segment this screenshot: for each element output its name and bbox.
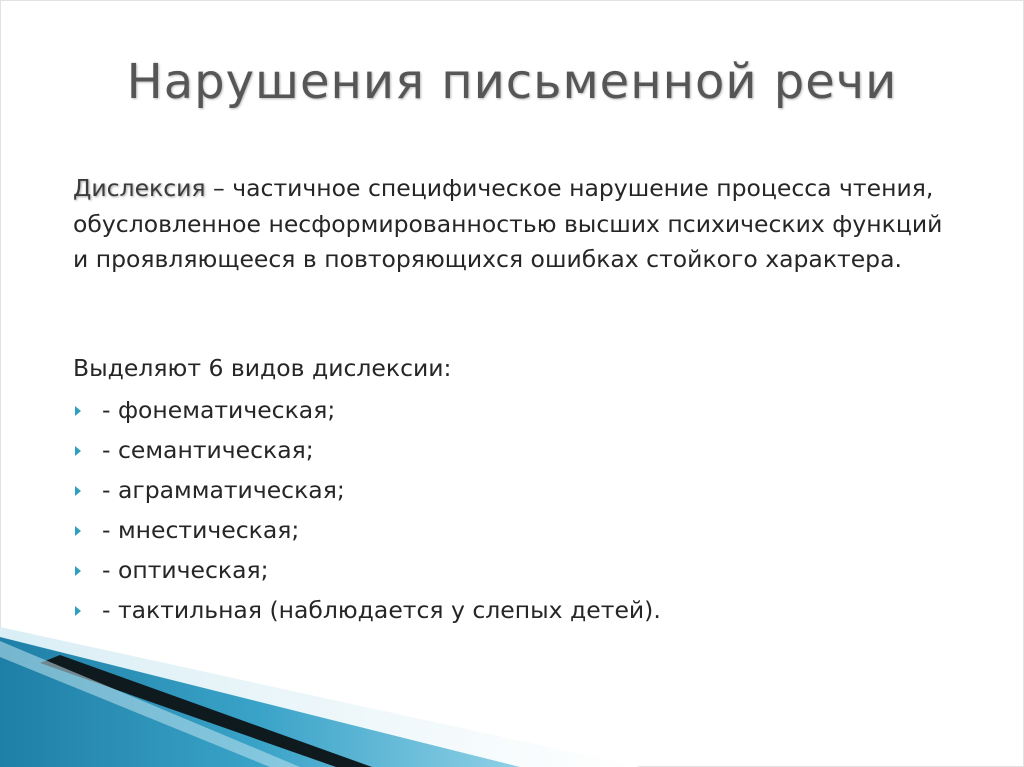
dyslexia-types-list bbox=[73, 391, 661, 631]
list-item bbox=[73, 551, 661, 591]
ribbon-blue-band bbox=[0, 637, 520, 767]
slide-title: Нарушения письменной речи bbox=[126, 54, 898, 110]
triangle-bullet-icon bbox=[75, 566, 81, 576]
list-item bbox=[73, 471, 661, 511]
list-item-label: - тактильная (наблюдается у слепых детей). bbox=[102, 596, 661, 624]
definition-term: Дислексия bbox=[73, 174, 206, 202]
list-item bbox=[73, 431, 661, 471]
list-item-label: - аграмматическая; bbox=[102, 476, 345, 504]
list-item bbox=[73, 391, 661, 431]
list-item-label: - мнестическая; bbox=[102, 516, 300, 544]
list-item bbox=[73, 591, 661, 631]
list-item-label: - оптическая; bbox=[102, 556, 269, 584]
list-item bbox=[73, 511, 661, 551]
triangle-bullet-icon bbox=[75, 526, 81, 536]
triangle-bullet-icon bbox=[75, 406, 81, 416]
triangle-bullet-icon bbox=[75, 606, 81, 616]
list-item-label: - фонематическая; bbox=[102, 396, 336, 424]
definition-text: – частичное специфическое нарушение процесса чтения, обусловленное несформированностью высших психических функций и проявляющееся в повторяющихся ошибках стойкого характера. bbox=[73, 174, 943, 273]
list-item-label: - семантическая; bbox=[102, 436, 314, 464]
decorative-ribbon bbox=[0, 627, 1024, 767]
triangle-bullet-icon bbox=[75, 446, 81, 456]
definition-paragraph bbox=[73, 171, 953, 278]
types-intro: Выделяют 6 видов дислексии: bbox=[73, 354, 452, 382]
triangle-bullet-icon bbox=[75, 486, 81, 496]
